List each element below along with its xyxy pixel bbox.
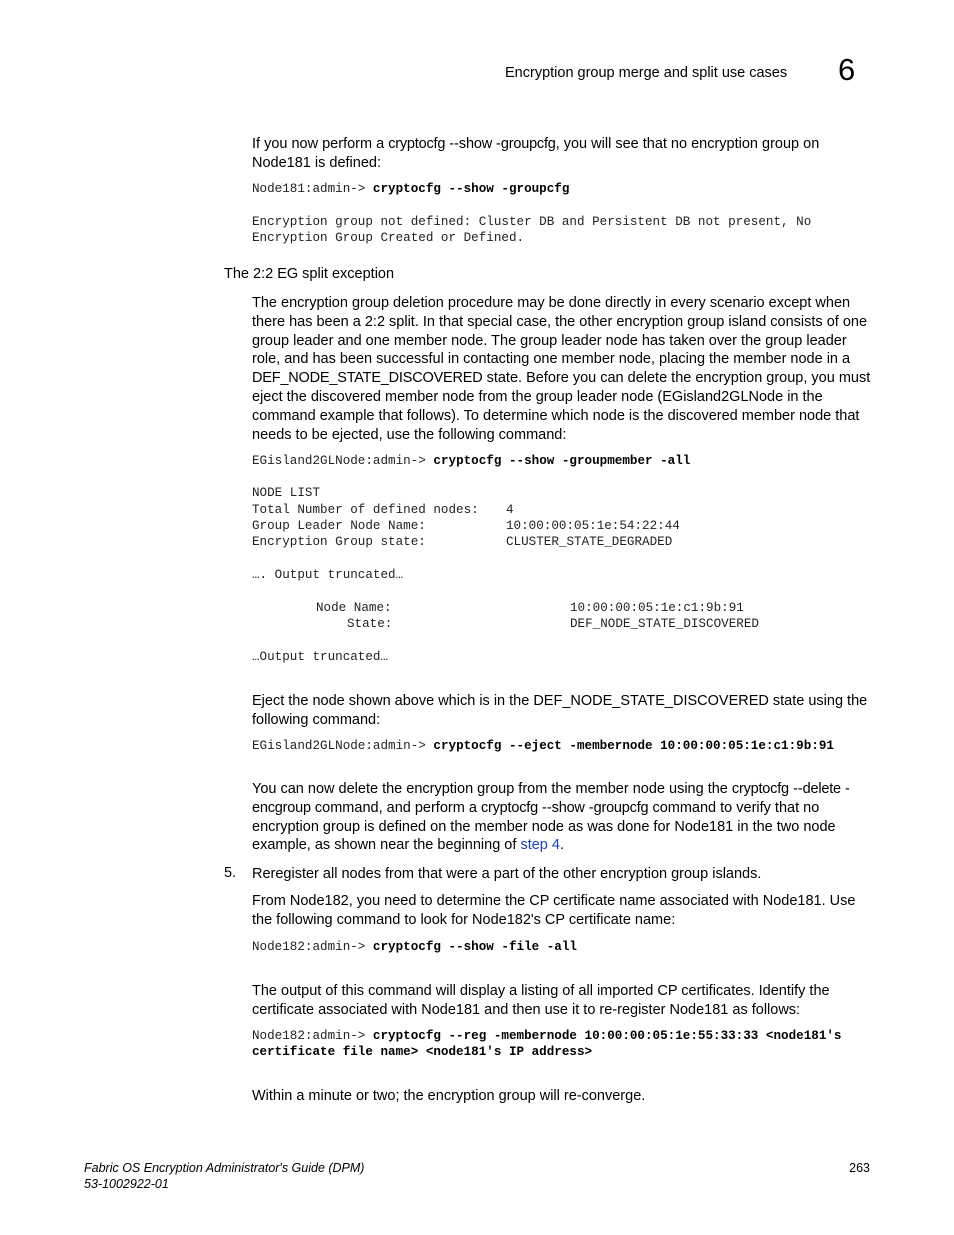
- node-name-value: 10:00:00:05:1e:c1:9b:91: [570, 601, 744, 615]
- code-block-reg-cont: certificate file name> <node181's IP address>: [252, 1045, 593, 1059]
- code-output-line: Encryption group not defined: Cluster DB and Persistent DB not present, No: [252, 215, 812, 229]
- delete-group-paragraph: You can now delete the encryption group from the member node using the cryptocfg --delete -encgroup command, and perform a cryptocfg --show -groupcfg command to verify that no encryption group is defined on the member node as was done for Node181 in the two node example, as shown near the beginning of step 4.: [252, 781, 850, 854]
- code-block-show-file: Node182:admin-> cryptocfg --show -file -all: [252, 940, 577, 954]
- certificate-paragraph: From Node182, you need to determine the CP certificate name associated with Node181. Use the following command to look for Node182's CP certificate name:: [252, 893, 856, 928]
- section-heading: The 2:2 EG split exception: [224, 266, 395, 282]
- converge-paragraph: Within a minute or two; the encryption group will re-converge.: [252, 1088, 646, 1104]
- node-list-row: Encryption Group state:: [252, 535, 426, 549]
- eject-paragraph: Eject the node shown above which is in the DEF_NODE_STATE_DISCOVERED state using the following command:: [252, 693, 868, 728]
- output-truncated-note: …Output truncated…: [252, 650, 389, 664]
- node-list-value: CLUSTER_STATE_DEGRADED: [506, 535, 673, 549]
- reregister-paragraph: The output of this command will display a listing of all imported CP certificates. Identify the certificate associated with Node181 and then use it to re-register Node181 as follows:: [252, 983, 830, 1018]
- code-block-groupcfg: Node181:admin-> cryptocfg --show -groupcfg: [252, 182, 570, 196]
- split-exception-paragraph: The encryption group deletion procedure may be done directly in every scenario except when there has been a 2:2 split. In that special case, the other encryption group island consists of one group leader and one member node. The group leader node has taken over the group leader role, and has been successful in contacting one member node, placing the member node in a DEF_NODE_STATE_DISCOVERED state. Before you can delete the encryption group, you must eject the discovered member node from the group leader node (EGisland2GLNode in the command example that follows). To determine which node is the discovered member node that needs to be ejected, use the following command:: [252, 295, 871, 443]
- command-term: cryptocfg: [388, 136, 446, 152]
- code-output-line: Encryption Group Created or Defined.: [252, 231, 525, 245]
- code-block-eject: EGisland2GLNode:admin-> cryptocfg --eject -membernode 10:00:00:05:1e:c1:9b:91: [252, 739, 834, 753]
- running-header-title: Encryption group merge and split use cases: [505, 65, 788, 81]
- step-number: 5.: [224, 865, 237, 881]
- footer-doc-number: 53-1002922-01: [84, 1177, 169, 1191]
- node-name-label: Node Name:: [316, 601, 392, 615]
- page-number: 263: [849, 1161, 870, 1175]
- node-list-row: Group Leader Node Name:: [252, 519, 426, 533]
- step-5-text: Reregister all nodes from that were a part of the other encryption group islands.: [252, 866, 762, 882]
- intro-paragraph: If you now perform a cryptocfg --show -groupcfg, you will see that no encryption group on Node181 is defined:: [252, 136, 820, 171]
- node-state-value: DEF_NODE_STATE_DISCOVERED: [570, 617, 759, 631]
- chapter-number: 6: [838, 52, 856, 87]
- footer-guide-title: Fabric OS Encryption Administrator's Guide (DPM): [84, 1161, 365, 1175]
- node-state-label: State:: [347, 617, 393, 631]
- step-4-link[interactable]: step 4: [520, 837, 560, 854]
- node-list-label: NODE LIST: [252, 486, 321, 500]
- node-list-row: Total Number of defined nodes:: [252, 503, 479, 517]
- node-list-value: 10:00:00:05:1e:54:22:44: [506, 519, 680, 533]
- node-list-value: 4: [506, 503, 514, 517]
- output-truncated-note: …. Output truncated…: [252, 568, 404, 582]
- code-block-reg: Node182:admin-> cryptocfg --reg -membernode 10:00:00:05:1e:55:33:33 <node181's: [252, 1029, 842, 1043]
- code-block-groupmember: EGisland2GLNode:admin-> cryptocfg --show -groupmember -all: [252, 454, 691, 468]
